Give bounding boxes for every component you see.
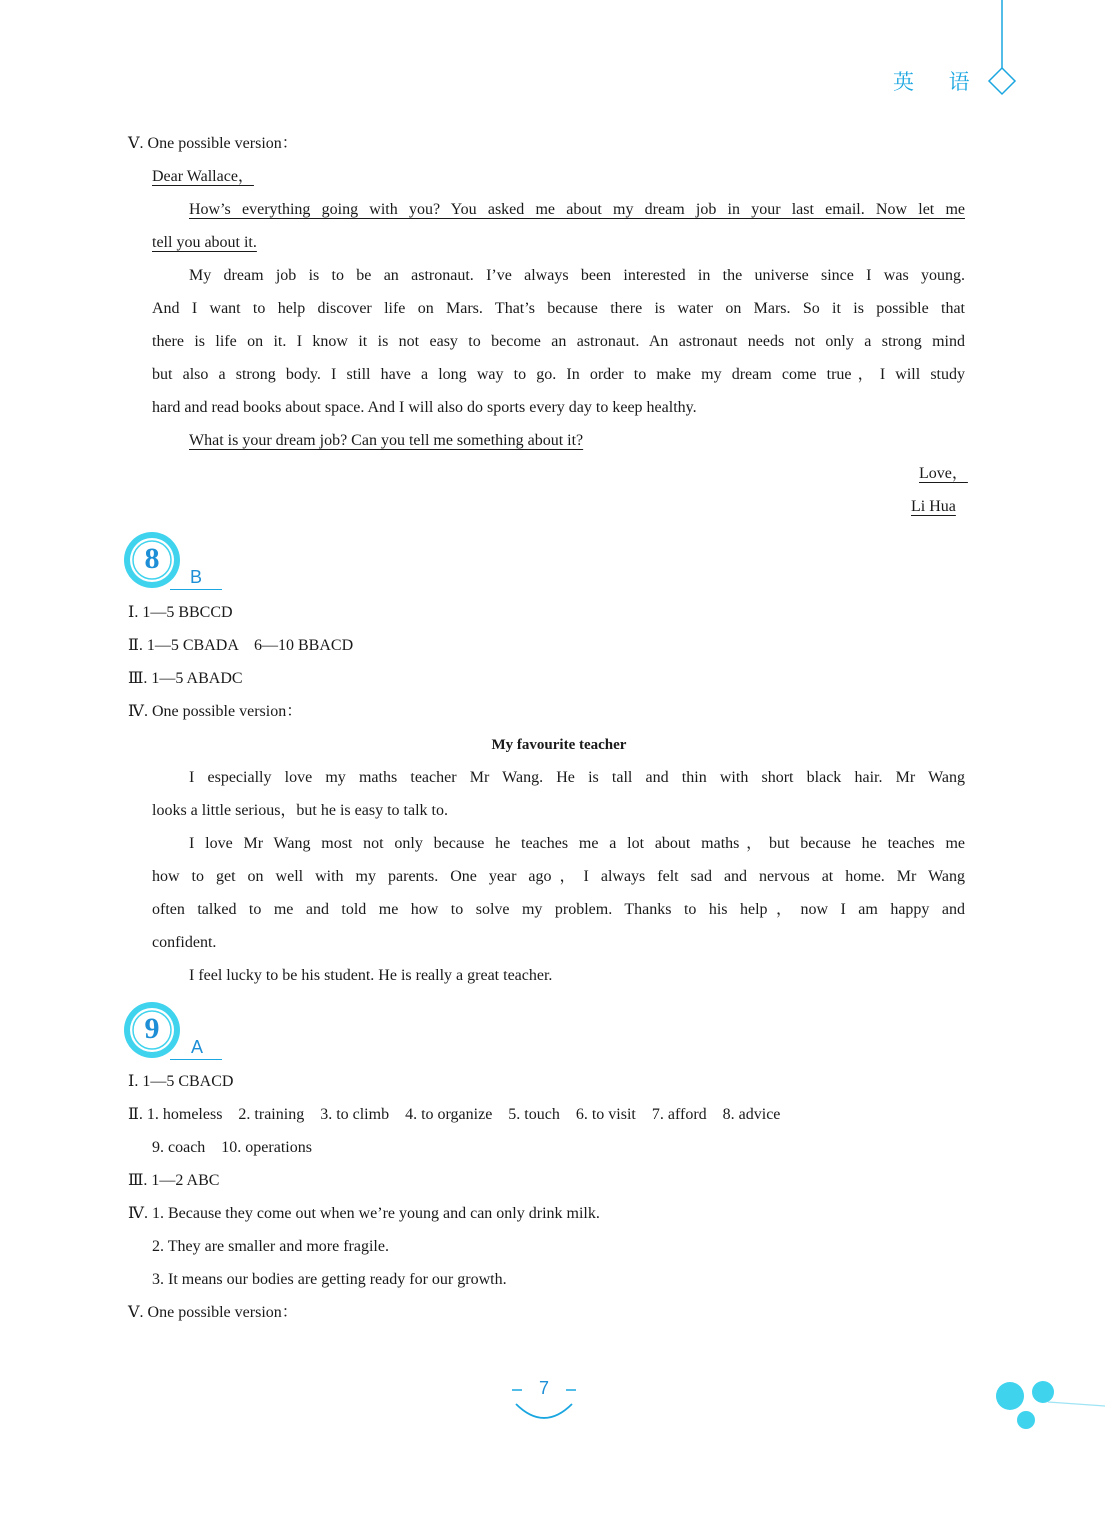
essay-p2-line2: how to get on well with my parents. One year ago，I always felt sad and nervous at home. Mr Wang	[152, 868, 965, 885]
essay-p1-line1: I especially love my maths teacher Mr Wang. He is tall and thin with short black hair. Mr Wang	[189, 769, 965, 786]
section-8-letter: B	[190, 567, 203, 587]
letter-p1-line1: How’s everything going with you? You asked me about my dream job in your last email. Now let me	[189, 201, 965, 218]
sec9-part-iv-1: Ⅳ. 1. Because they come out when we’re young and can only drink milk.	[128, 1205, 600, 1222]
section-8-rule	[170, 589, 222, 590]
sec8-part-i: Ⅰ. 1—5 BBCCD	[128, 604, 233, 621]
section-9-letter: A	[191, 1037, 204, 1057]
letter-p1-line2: tell you about it.	[152, 234, 257, 251]
v-label: Ⅴ. One possible version：	[128, 135, 298, 152]
letter-closing: Love，	[919, 465, 968, 482]
letter-p2-line5: hard and read books about space. And I will also do sports every day to keep healthy.	[152, 399, 697, 416]
section-8-number: 8	[144, 542, 160, 575]
essay-p1-line2: looks a little serious，but he is easy to talk to.	[152, 802, 448, 819]
page-number: 7	[538, 1378, 549, 1398]
section-9-number: 9	[144, 1012, 160, 1045]
subject-title: 英 语	[893, 70, 984, 94]
header-decoration	[980, 0, 1020, 110]
sec9-part-iv-3: 3. It means our bodies are getting ready for our growth.	[152, 1271, 507, 1288]
essay-p2-line4: confident.	[152, 934, 217, 951]
sec8-part-iii: Ⅲ. 1—5 ABADC	[128, 670, 243, 687]
sec8-part-ii: Ⅱ. 1—5 CBADA 6—10 BBACD	[128, 637, 354, 654]
section-9-rule	[170, 1059, 222, 1060]
letter-p2-line4: but also a strong body. I still have a long way to go. In order to make my dream come true，I will study	[152, 366, 965, 383]
sec9-part-ii-line1: Ⅱ. 1. homeless 2. training 3. to climb 4. to organize 5. touch 6. to visit 7. afford 8. advice	[128, 1106, 781, 1123]
letter-p2-line1: My dream job is to be an astronaut. I’ve always been interested in the universe since I was young.	[189, 267, 965, 284]
sec9-part-v: Ⅴ. One possible version：	[128, 1304, 298, 1321]
sec9-part-ii-line2: 9. coach 10. operations	[152, 1139, 312, 1156]
letter-p2-line3: there is life on it. I know it is not easy to become an astronaut. An astronaut needs not only a strong mind	[152, 333, 965, 350]
sec9-part-i: Ⅰ. 1—5 CBACD	[128, 1073, 234, 1090]
essay-p3: I feel lucky to be his student. He is really a great teacher.	[189, 967, 553, 984]
sec8-part-iv: Ⅳ. One possible version：	[128, 703, 303, 720]
bubbles-decoration	[988, 1372, 1105, 1442]
sec9-part-iii: Ⅲ. 1—2 ABC	[128, 1172, 220, 1189]
essay-p2-line1: I love Mr Wang most not only because he teaches me a lot about maths，but because he teaches me	[189, 835, 965, 852]
letter-greeting: Dear Wallace，	[152, 168, 254, 185]
essay-p2-line3: often talked to me and told me how to solve my problem. Thanks to his help，now I am happy and	[152, 901, 965, 918]
letter-p2-line2: And I want to help discover life on Mars. That’s because there is water on Mars. So it is possible that	[152, 300, 965, 317]
letter-p3: What is your dream job? Can you tell me something about it?	[189, 432, 584, 449]
letter-signature: Li Hua	[911, 498, 956, 515]
essay-title: My favourite teacher	[491, 737, 627, 753]
sec9-part-iv-2: 2. They are smaller and more fragile.	[152, 1238, 389, 1255]
